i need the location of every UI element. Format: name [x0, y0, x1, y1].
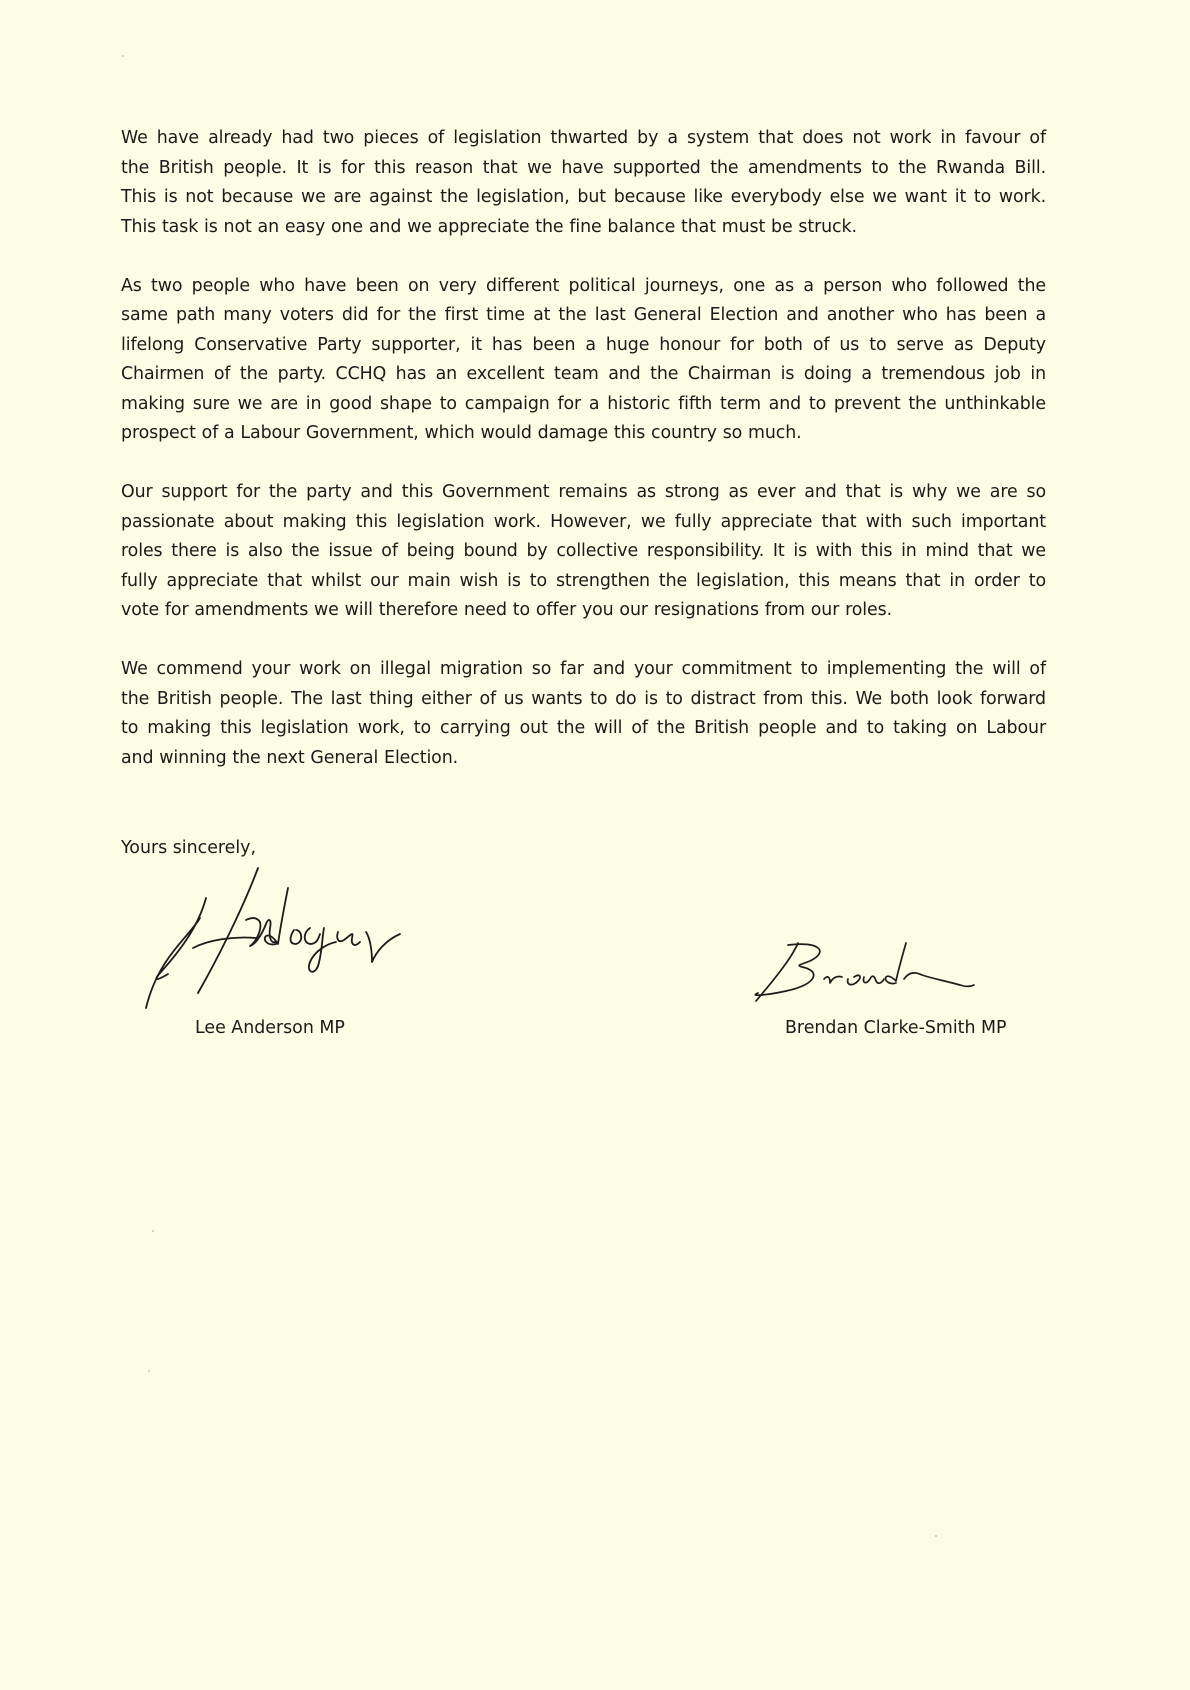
paragraph-1 — [121, 124, 1046, 242]
paragraph-line: prospect of a Labour Government, which would damage this country so much. — [121, 423, 802, 443]
paragraph-line: vote for amendments we will therefore need to offer you our resignations from our roles. — [121, 600, 893, 620]
paragraph-line: the British people. It is for this reason that we have supported the amendments to the Rwanda Bill. — [121, 157, 1046, 178]
signature-anderson — [138, 858, 458, 1018]
signatory-name-anderson: Lee Anderson MP — [195, 1018, 345, 1038]
paragraph-line: Chairmen of the party. CCHQ has an excellent team and the Chairman is doing a tremendous job in — [121, 364, 1046, 384]
paragraph-2 — [121, 272, 1046, 449]
paragraph-line: This is not because we are against the legislation, but because like everybody else we want it to work. — [121, 187, 1046, 207]
paragraph-line: fully appreciate that whilst our main wish is to strengthen the legislation, this means that in order to — [121, 570, 1046, 591]
closing-salutation: Yours sincerely, — [121, 838, 257, 858]
paragraph-line: lifelong Conservative Party supporter, it has been a huge honour for both of us to serve as Deputy — [121, 334, 1046, 355]
paragraph-line: making sure we are in good shape to campaign for a historic fifth term and to prevent the unthinkable — [121, 393, 1046, 414]
paragraph-3 — [121, 478, 1046, 626]
paper-speck — [148, 1370, 150, 1372]
paragraph-4 — [121, 655, 1046, 773]
letter-body — [121, 124, 1046, 803]
paragraph-line: the British people. The last thing either of us wants to do is to distract from this. We both look forward — [121, 688, 1046, 709]
paragraph-line: As two people who have been on very different political journeys, one as a person who followed the — [121, 275, 1046, 296]
paper-speck — [935, 1535, 937, 1537]
paragraph-line: same path many voters did for the first time at the last General Election and another who has been a — [121, 305, 1046, 325]
paper-speck — [152, 1230, 154, 1232]
signature-clarke-smith — [738, 935, 1018, 1015]
paragraph-line: We have already had two pieces of legislation thwarted by a system that does not work in favour of — [121, 128, 1046, 148]
paragraph-line: This task is not an easy one and we appreciate the fine balance that must be struck. — [121, 216, 857, 237]
paragraph-line: to making this legislation work, to carrying out the will of the British people and to taking on Labour — [121, 718, 1046, 738]
paragraph-line: passionate about making this legislation work. However, we fully appreciate that with such important — [121, 511, 1046, 532]
paragraph-line: roles there is also the issue of being bound by collective responsibility. It is with this in mind that we — [121, 541, 1046, 561]
signatory-name-clarke-smith: Brendan Clarke-Smith MP — [785, 1018, 1007, 1038]
paragraph-line: and winning the next General Election. — [121, 747, 459, 768]
paragraph-line: We commend your work on illegal migration so far and your commitment to implementing the will of — [121, 659, 1046, 679]
paper-speck — [122, 55, 124, 57]
paragraph-line: Our support for the party and this Government remains as strong as ever and that is why we are so — [121, 482, 1046, 502]
